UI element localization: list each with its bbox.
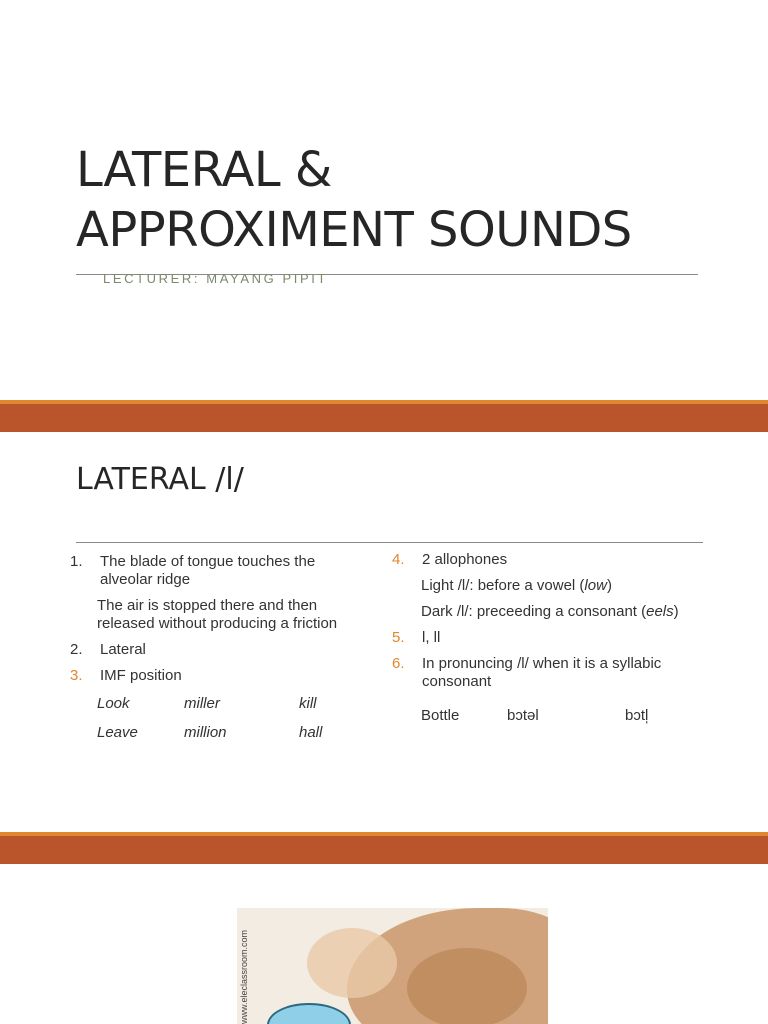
note-example: eels xyxy=(646,603,674,620)
example-words xyxy=(70,695,370,753)
slide-separator xyxy=(0,400,768,432)
list-text: 2 allophones xyxy=(422,551,508,568)
watermark-text: www.eleclassroom.com xyxy=(239,929,249,1024)
illustration-shape xyxy=(267,1003,351,1024)
illustration-slide xyxy=(0,864,768,1024)
right-column xyxy=(392,551,712,725)
list-number: 3. xyxy=(70,667,83,684)
list-number: 2. xyxy=(70,641,83,658)
mouth-illustration xyxy=(237,908,548,1024)
example-word: Bottle xyxy=(421,707,460,724)
list-text: l, ll xyxy=(422,629,441,646)
heading-divider xyxy=(76,542,703,543)
list-number: 6. xyxy=(392,655,405,672)
title-line-2: APPROXIMENT SOUNDS xyxy=(76,202,632,258)
list-number: 5. xyxy=(392,629,405,646)
illustration-shape xyxy=(407,948,527,1024)
list-number: 4. xyxy=(392,551,405,568)
light-l-note xyxy=(392,577,712,595)
note-close: ) xyxy=(606,577,612,594)
note-text: Dark /l/: preceeding a consonant ( xyxy=(421,603,647,620)
list-item-3 xyxy=(70,667,370,685)
example-word: miller xyxy=(184,695,220,712)
list-item-2 xyxy=(70,641,370,659)
ipa-transcription: bɔtl̩ xyxy=(625,707,649,724)
list-item-5 xyxy=(392,629,712,647)
example-word: kill xyxy=(299,695,317,712)
slide-heading: LATERAL /l/ xyxy=(76,462,244,497)
list-text: IMF position xyxy=(100,667,182,684)
list-subtext: The air is stopped there and then released without producing a friction xyxy=(97,597,338,632)
title-slide xyxy=(0,0,768,400)
slide-separator xyxy=(0,832,768,864)
list-text: Lateral xyxy=(100,641,146,658)
ipa-transcription: bɔtəl xyxy=(507,707,539,724)
note-example: low xyxy=(584,577,607,594)
illustration-shape xyxy=(307,928,397,998)
note-close: ) xyxy=(673,603,679,620)
lecturer-subtitle: LECTURER: MAYANG PIPIT xyxy=(103,271,329,286)
word-row xyxy=(97,724,370,753)
list-text: In pronuncing /l/ when it is a syllabic consonant xyxy=(422,655,662,690)
dark-l-note xyxy=(392,603,712,621)
example-word: Look xyxy=(97,695,130,712)
list-item-4 xyxy=(392,551,712,569)
slide-title xyxy=(76,140,716,260)
title-line-1: LATERAL & xyxy=(76,142,332,198)
left-column xyxy=(70,553,370,753)
word-row xyxy=(97,695,370,724)
list-text: The blade of tongue touches the alveolar ridge xyxy=(100,553,316,588)
bottle-example xyxy=(392,707,712,725)
example-word: hall xyxy=(299,724,323,741)
note-text: Light /l/: before a vowel ( xyxy=(421,577,585,594)
example-word: Leave xyxy=(97,724,138,741)
list-number: 1. xyxy=(70,553,83,570)
list-item-6 xyxy=(392,655,712,691)
example-word: million xyxy=(184,724,227,741)
lateral-slide xyxy=(0,432,768,832)
list-item-1 xyxy=(70,553,370,589)
